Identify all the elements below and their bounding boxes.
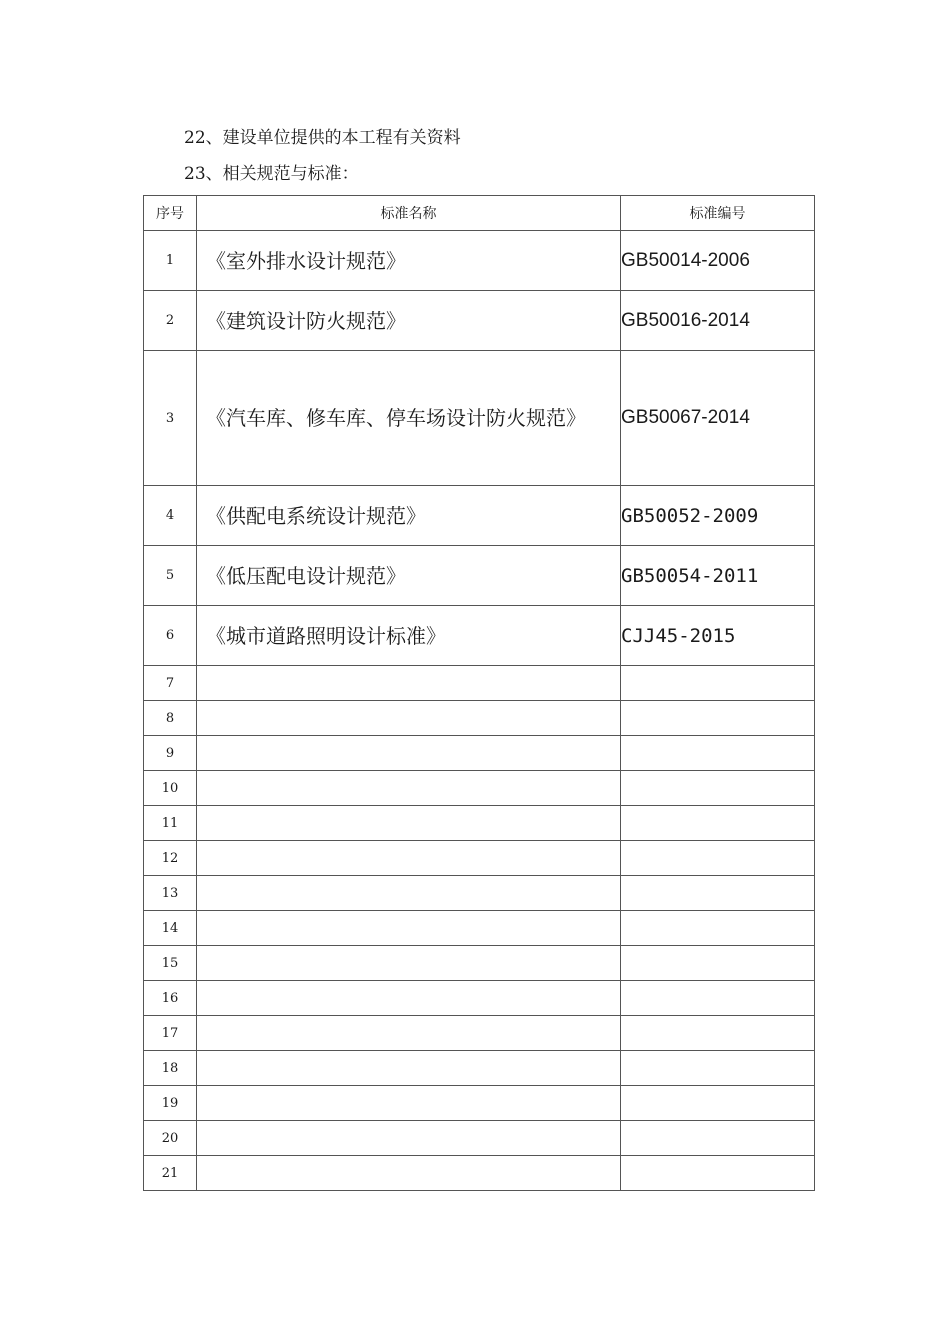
row-no: 14 [144,911,197,946]
row-no: 18 [144,1051,197,1086]
table-row [144,1086,815,1121]
row-code-empty [621,981,815,1016]
row-no: 8 [144,701,197,736]
row-no: 12 [144,841,197,876]
row-name: 《城市道路照明设计标准》 [206,623,446,648]
row-code-empty [621,876,815,911]
paragraph-item-23: 23、相关规范与标准： [184,164,359,184]
header-name: 标准名称 [197,196,621,231]
header-no: 序号 [144,196,197,231]
row-name-empty [197,876,621,911]
row-name-empty [197,841,621,876]
row-no: 19 [144,1086,197,1121]
table-row [144,806,815,841]
standards-table [143,195,815,1191]
row-name: 《低压配电设计规范》 [206,563,406,588]
table-row [144,546,815,606]
row-name-empty [197,1016,621,1051]
row-code: GB50067-2014 [621,351,815,486]
row-code-empty [621,1016,815,1051]
row-no: 10 [144,771,197,806]
row-no: 7 [144,666,197,701]
table-row [144,1016,815,1051]
row-name-empty [197,736,621,771]
row-no: 9 [144,736,197,771]
paragraph-item-22: 22、建设单位提供的本工程有关资料 [184,128,461,148]
row-name-empty [197,806,621,841]
table-row [144,946,815,981]
table-row [144,231,815,291]
row-code-empty [621,1051,815,1086]
row-no: 16 [144,981,197,1016]
row-no: 20 [144,1121,197,1156]
row-code-empty [621,1086,815,1121]
table-row [144,1156,815,1191]
row-no: 6 [144,606,197,666]
row-code-empty [621,841,815,876]
table-row [144,701,815,736]
row-name-empty [197,771,621,806]
row-no: 2 [144,291,197,351]
row-name: 《供配电系统设计规范》 [206,503,426,528]
table-row [144,351,815,486]
row-code: CJJ45-2015 [621,606,815,666]
table-row [144,1121,815,1156]
row-no: 13 [144,876,197,911]
row-name-empty [197,1121,621,1156]
row-no: 15 [144,946,197,981]
row-name: 《室外排水设计规范》 [206,248,406,273]
table-header-row [144,196,815,231]
row-name-empty [197,1156,621,1191]
row-code-empty [621,771,815,806]
header-code: 标准编号 [621,196,815,231]
row-code-empty [621,806,815,841]
row-code-empty [621,701,815,736]
row-code: GB50014-2006 [621,231,815,291]
row-name: 《建筑设计防火规范》 [206,308,406,333]
row-no: 17 [144,1016,197,1051]
row-code: GB50054-2011 [621,546,815,606]
row-name-empty [197,981,621,1016]
row-code-empty [621,736,815,771]
table-row [144,876,815,911]
row-name-empty [197,701,621,736]
row-name-empty [197,1051,621,1086]
row-no: 1 [144,231,197,291]
row-no: 3 [144,351,197,486]
table-row [144,771,815,806]
table-row [144,736,815,771]
row-name-empty [197,946,621,981]
row-code-empty [621,911,815,946]
table-row [144,606,815,666]
table-row [144,486,815,546]
row-code: GB50016-2014 [621,291,815,351]
row-no: 4 [144,486,197,546]
row-name-empty [197,911,621,946]
row-no: 5 [144,546,197,606]
row-code-empty [621,1121,815,1156]
row-name: 《汽车库、修车库、停车场设计防火规范》 [206,405,586,430]
row-no: 11 [144,806,197,841]
table-row [144,841,815,876]
table-row [144,291,815,351]
row-name-empty [197,666,621,701]
row-code-empty [621,666,815,701]
table-row [144,981,815,1016]
row-name-empty [197,1086,621,1121]
row-code-empty [621,946,815,981]
row-code-empty [621,1156,815,1191]
table-row [144,911,815,946]
table-row [144,1051,815,1086]
row-no: 21 [144,1156,197,1191]
row-code: GB50052-2009 [621,486,815,546]
table-row [144,666,815,701]
